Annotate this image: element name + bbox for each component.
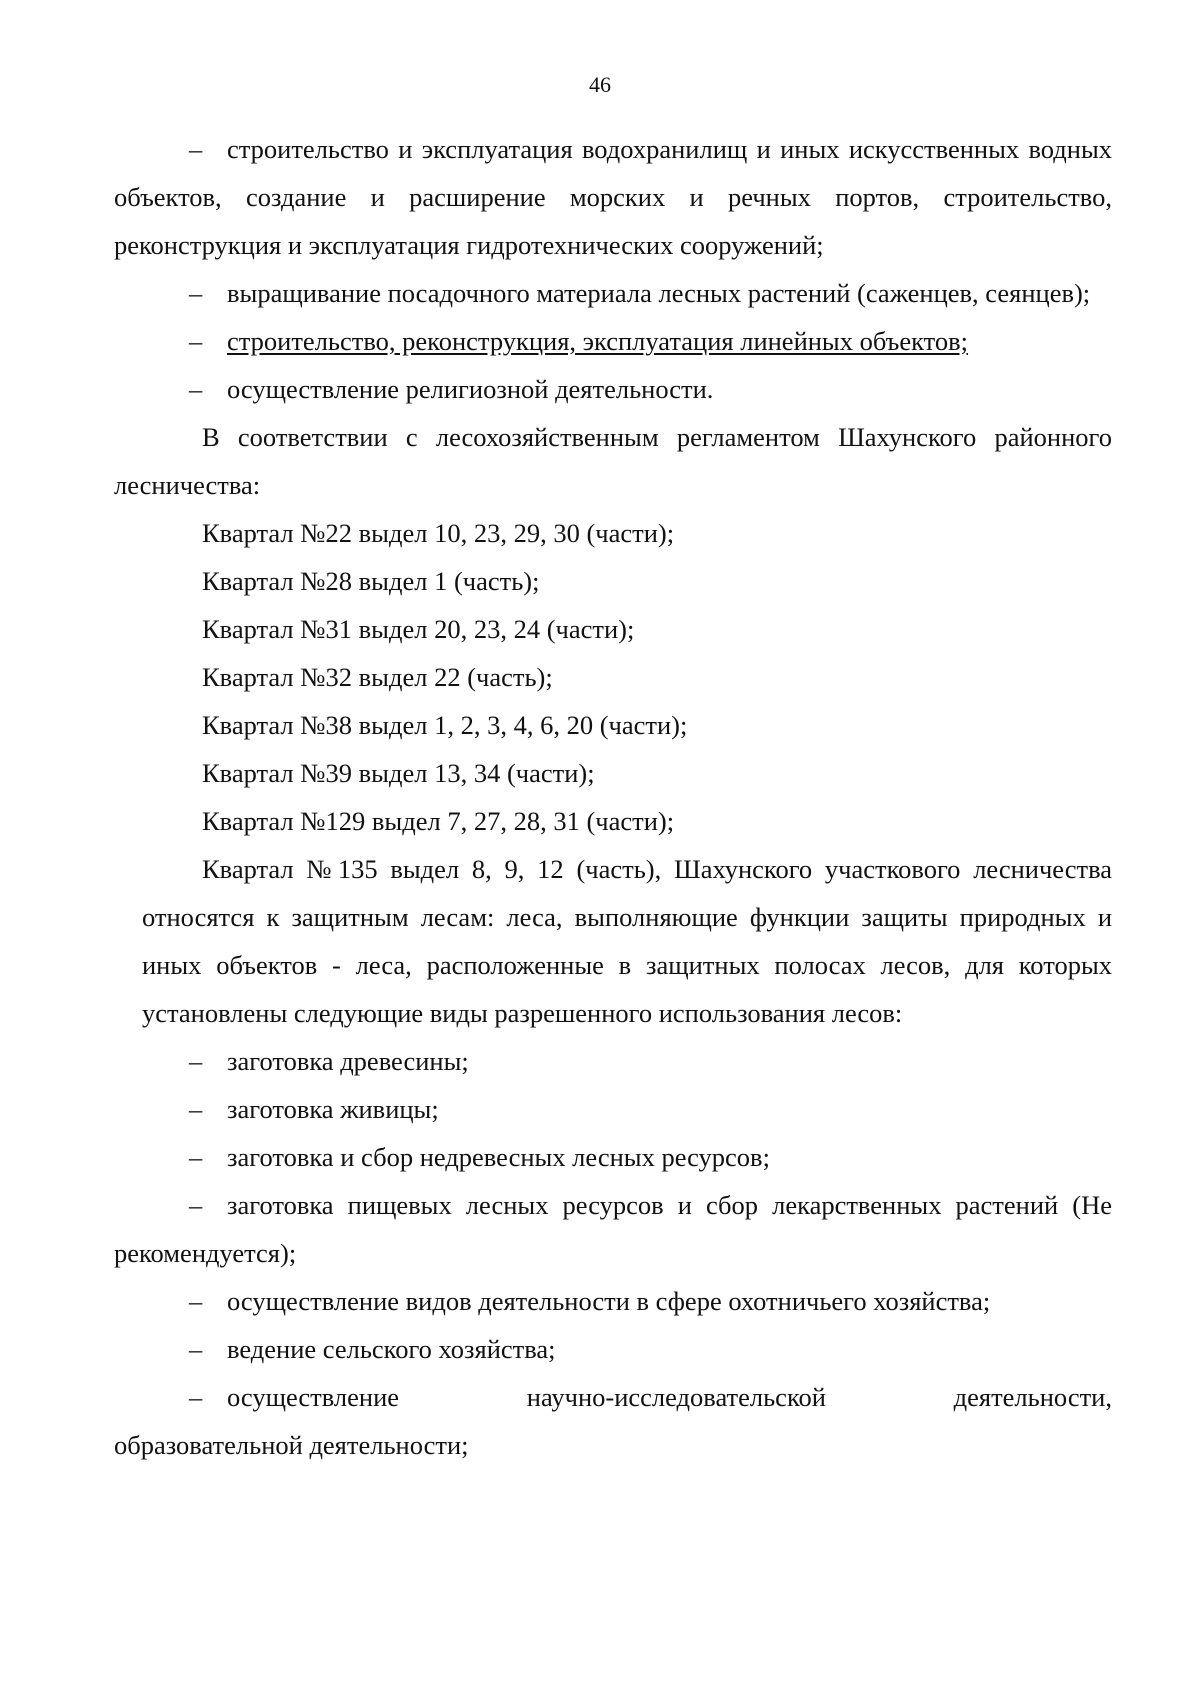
list-item: [114, 365, 1112, 413]
list-item-word: осуществление: [227, 1382, 400, 1412]
kvartal-line: Квартал №22 выдел 10, 23, 29, 30 (части);: [202, 518, 675, 548]
kvartal-line: Квартал №129 выдел 7, 27, 28, 31 (части);: [202, 806, 675, 836]
kvartal-line: Квартал №28 выдел 1 (часть);: [202, 566, 540, 596]
list-item: [114, 269, 1112, 317]
list-item: [114, 1181, 1112, 1277]
dash-marker: –: [189, 1046, 203, 1076]
list-item: [114, 1037, 1112, 1085]
list-item-text: заготовка и сбор недревесных лесных ресурсов;: [227, 1142, 770, 1172]
list-item-text-underlined: строительство, реконструкция, эксплуатация линейных объектов;: [227, 326, 969, 356]
page-number: 46: [589, 72, 611, 97]
kvartal-135-first-line: Квартал №135 выдел 8, 9, 12 (часть), Шахунского участкового лесничества: [202, 854, 1112, 884]
list-item-text: ведение сельского хозяйства;: [227, 1334, 556, 1364]
list-item-word: деятельности,: [953, 1382, 1112, 1412]
list-item: [114, 1277, 1112, 1325]
list-item-text: заготовка древесины;: [227, 1046, 469, 1076]
dash-marker: –: [189, 1142, 203, 1172]
kvartal-line: Квартал №38 выдел 1, 2, 3, 4, 6, 20 (части);: [202, 710, 688, 740]
list-item-text: заготовка живицы;: [227, 1094, 439, 1124]
dash-marker: –: [189, 278, 203, 308]
list-item: [114, 125, 1112, 269]
dash-marker: –: [189, 374, 203, 404]
list-item-text: строительство и эксплуатация водохранилищ и иных искусственных водных объектов, создание и расширение морских и речных портов, строительство, реконструкция и эксплуатация гидротехнических сооружений;: [114, 134, 1112, 260]
list-item-last-second-line: образовательной деятельности;: [114, 1430, 469, 1460]
kvartal-135-paragraph: [114, 845, 1112, 1037]
dash-marker: –: [189, 1094, 203, 1124]
list-item-word: научно-исследовательской: [526, 1382, 826, 1412]
list-item-text: выращивание посадочного материала лесных растений (саженцев, сеянцев);: [227, 278, 1091, 308]
kvartal-line: Квартал №32 выдел 22 (часть);: [202, 662, 553, 692]
document-body: [114, 125, 1112, 1469]
list-item-last-start: [189, 1373, 399, 1421]
list-item-last-first-line: [114, 1373, 1112, 1421]
list-item: [114, 1133, 1112, 1181]
list-item: [114, 1085, 1112, 1133]
list-item-text: осуществление видов деятельности в сфере охотничьего хозяйства;: [227, 1286, 991, 1316]
dash-marker: –: [189, 1286, 203, 1316]
list-item: [114, 1325, 1112, 1373]
kvartal-line: Квартал №31 выдел 20, 23, 24 (части);: [202, 614, 635, 644]
list-item-text: осуществление религиозной деятельности.: [227, 374, 714, 404]
intro-paragraph: В соответствии с лесохозяйственным регламентом Шахунского районного лесничества:: [114, 422, 1112, 500]
list-item: [114, 317, 1112, 365]
kvartal-135-rest: относятся к защитным лесам: леса, выполняющие функции защиты природных и иных объектов - леса, расположенные в защитных полосах лесов, для которых установлены следующие виды разрешенного использования лесов:: [142, 902, 1112, 1028]
dash-marker: –: [189, 1382, 203, 1412]
dash-marker: –: [189, 1334, 203, 1364]
list-item-text: заготовка пищевых лесных ресурсов и сбор лекарственных растений (Не рекомендуется);: [114, 1190, 1112, 1268]
dash-marker: –: [189, 134, 203, 164]
kvartal-line: Квартал №39 выдел 13, 34 (части);: [202, 758, 595, 788]
dash-marker: –: [189, 326, 203, 356]
dash-marker: –: [189, 1190, 203, 1220]
